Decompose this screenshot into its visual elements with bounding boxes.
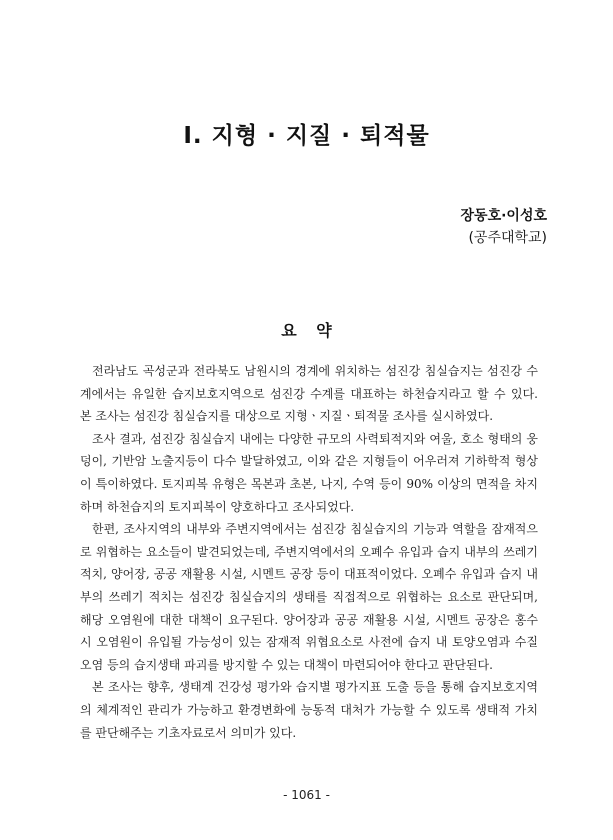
author-block	[461, 205, 547, 249]
abstract-body	[80, 360, 538, 744]
author-names: 장동호·이성호	[460, 208, 547, 224]
abstract-paragraph: 조사 결과, 섬진강 침실습지 내에는 다양한 규모의 사력퇴적지와 여울, 호소 형태의 웅덩이, 기반암 노출지등이 다수 발달하였고, 이와 같은 지형들이 어우러져 기하학적 형상이 특이하였다. 토지피복 유형은 목본과 초본, 나지, 수역 등이 90% 이상의 면적을 차지하며 하천습지의 토지피복이 양호하다고 조사되었다.	[80, 431, 538, 514]
chapter-title: Ⅰ. 지형 · 지질 · 퇴적물	[183, 123, 430, 149]
abstract-paragraph: 전라남도 곡성군과 전라북도 남원시의 경계에 위치하는 섬진강 침실습지는 섬진강 수계에서는 유일한 습지보호지역으로 섬진강 수계를 대표하는 하천습지라고 할 수 있다. 본 조사는 섬진강 침실습지를 대상으로 지형ㆍ지질ㆍ퇴적물 조사를 실시하였다.	[80, 364, 538, 424]
abstract-paragraph: 본 조사는 향후, 생태계 건강성 평가와 습지별 평가지표 도출 등을 통해 습지보호지역의 체계적인 관리가 가능하고 환경변화에 능동적 대처가 가능할 수 있도록 생태적 가치를 판단해주는 기초자료로서 의미가 있다.	[80, 680, 538, 740]
abstract-heading: 요 약	[281, 321, 332, 340]
abstract-paragraph: 한편, 조사지역의 내부와 주변지역에서는 섬진강 침실습지의 기능과 역할을 잠재적으로 위협하는 요소들이 발견되었는데, 주변지역에서의 오폐수 유입과 습지 내부의 쓰레기 적치, 양어장, 공공 재활용 시설, 시멘트 공장 등이 대표적이었다. 오폐수 유입과 습지 내부의 쓰레기 적치는 섬진강 침실습지의 생태를 직접적으로 위협하는 요소로 판단되며, 해당 오염원에 대한 대책이 요구된다. 양어장과 공공 재활용 시설, 시멘트 공장은 홍수 시 오염원이 유입될 가능성이 있는 잠재적 위협요소로 사전에 습지 내 토양오염과 수질오염 등의 습지생태 파괴를 방지할 수 있는 대책이 마련되어야 한다고 판단된다.	[80, 522, 538, 672]
author-affiliation: (공주대학교)	[468, 230, 547, 246]
page-number: - 1061 -	[283, 788, 330, 802]
